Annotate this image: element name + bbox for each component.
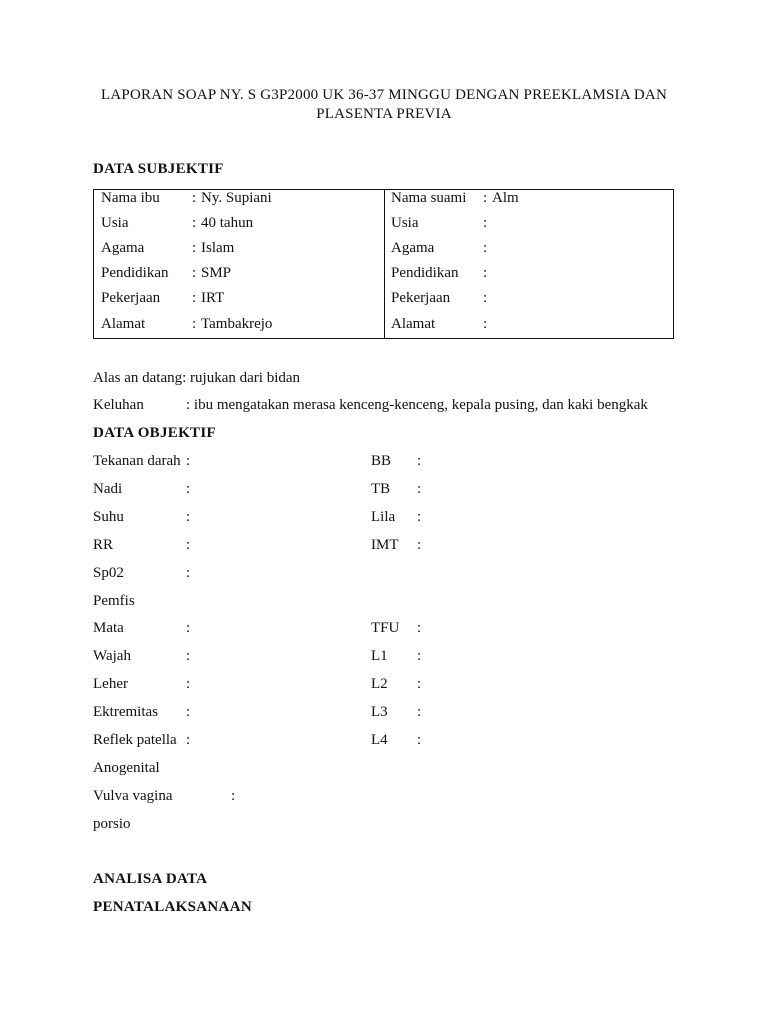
suami-value: Alm bbox=[492, 190, 519, 206]
suami-sep: : bbox=[483, 265, 488, 281]
exam-sep: : bbox=[417, 704, 422, 720]
analisa-data-heading: ANALISA DATA bbox=[93, 871, 208, 887]
exam-sep: : bbox=[186, 648, 191, 664]
suami-sep: : bbox=[483, 215, 488, 231]
ibu-sep: : bbox=[192, 190, 197, 206]
table-column-divider bbox=[384, 190, 385, 338]
ibu-label: Alamat bbox=[101, 316, 146, 332]
ibu-sep: : bbox=[192, 240, 197, 256]
suami-label: Usia bbox=[391, 215, 419, 231]
exam-sep: : bbox=[186, 732, 191, 748]
report-title bbox=[60, 86, 708, 124]
ibu-value: IRT bbox=[201, 290, 225, 306]
ibu-label: Pendidikan bbox=[101, 265, 169, 281]
exam-label: L2 bbox=[371, 676, 388, 692]
ibu-value: Islam bbox=[201, 240, 235, 256]
vital-sep: : bbox=[186, 565, 191, 581]
suami-label: Alamat bbox=[391, 316, 436, 332]
ibu-value: 40 tahun bbox=[201, 215, 254, 231]
ibu-label: Usia bbox=[101, 215, 129, 231]
exam-label: L1 bbox=[371, 648, 388, 664]
vital-sep: : bbox=[186, 481, 191, 497]
vital-label: Tekanan darah bbox=[93, 453, 181, 469]
vital-sep: : bbox=[186, 537, 191, 553]
exam-label: L4 bbox=[371, 732, 388, 748]
vital-label: IMT bbox=[371, 537, 399, 553]
exam-label: Leher bbox=[93, 676, 128, 692]
report-title-line-1: LAPORAN SOAP NY. S G3P2000 UK 36-37 MINGGU DENGAN PREEKLAMSIA DAN bbox=[101, 87, 667, 103]
keluhan-value: : ibu mengatakan merasa kenceng-kenceng, kepala pusing, dan kaki bengkak bbox=[186, 397, 648, 413]
exam-label: Wajah bbox=[93, 648, 131, 664]
keluhan-label: Keluhan bbox=[93, 397, 144, 413]
vital-label: BB bbox=[371, 453, 392, 469]
vulva-vagina-label: Vulva vagina bbox=[93, 788, 173, 804]
exam-label: Reflek patella bbox=[93, 732, 177, 748]
suami-label: Nama suami bbox=[391, 190, 467, 206]
suami-sep: : bbox=[483, 240, 488, 256]
ibu-sep: : bbox=[192, 215, 197, 231]
ibu-value: SMP bbox=[201, 265, 232, 281]
exam-label: Ektremitas bbox=[93, 704, 158, 720]
suami-sep: : bbox=[483, 290, 488, 306]
vital-sep: : bbox=[417, 453, 422, 469]
identity-table bbox=[93, 189, 674, 339]
exam-sep: : bbox=[186, 704, 191, 720]
vital-label: Sp02 bbox=[93, 565, 124, 581]
vital-sep: : bbox=[417, 481, 422, 497]
anogenital-label: Anogenital bbox=[93, 760, 160, 776]
exam-label: Mata bbox=[93, 620, 124, 636]
vulva-vagina-sep: : bbox=[231, 788, 236, 804]
ibu-sep: : bbox=[192, 290, 197, 306]
exam-sep: : bbox=[417, 620, 422, 636]
vital-label: RR bbox=[93, 537, 114, 553]
suami-label: Pekerjaan bbox=[391, 290, 451, 306]
exam-sep: : bbox=[417, 732, 422, 748]
suami-label: Pendidikan bbox=[391, 265, 459, 281]
exam-label: L3 bbox=[371, 704, 388, 720]
exam-sep: : bbox=[186, 620, 191, 636]
exam-sep: : bbox=[186, 676, 191, 692]
suami-sep: : bbox=[483, 190, 488, 206]
report-title-line-2: PLASENTA PREVIA bbox=[316, 106, 452, 122]
vital-sep: : bbox=[186, 453, 191, 469]
exam-sep: : bbox=[417, 648, 422, 664]
alasan-datang-text: Alas an datang: rujukan dari bidan bbox=[93, 370, 301, 386]
ibu-label: Agama bbox=[101, 240, 145, 256]
ibu-sep: : bbox=[192, 316, 197, 332]
exam-sep: : bbox=[417, 676, 422, 692]
ibu-label: Nama ibu bbox=[101, 190, 160, 206]
ibu-label: Pekerjaan bbox=[101, 290, 161, 306]
vital-label: Lila bbox=[371, 509, 396, 525]
penatalaksanaan-heading: PENATALAKSANAAN bbox=[93, 899, 252, 915]
ibu-sep: : bbox=[192, 265, 197, 281]
exam-label: TFU bbox=[371, 620, 400, 636]
porsio-label: porsio bbox=[93, 816, 131, 832]
vital-label: Nadi bbox=[93, 481, 123, 497]
ibu-value: Tambakrejo bbox=[201, 316, 273, 332]
ibu-value: Ny. Supiani bbox=[201, 190, 272, 206]
suami-sep: : bbox=[483, 316, 488, 332]
suami-label: Agama bbox=[391, 240, 435, 256]
pemfis-label: Pemfis bbox=[93, 593, 135, 609]
data-subjektif-heading: DATA SUBJEKTIF bbox=[93, 161, 224, 177]
data-objektif-heading: DATA OBJEKTIF bbox=[93, 425, 216, 441]
vital-sep: : bbox=[417, 537, 422, 553]
vital-label: TB bbox=[371, 481, 391, 497]
vital-sep: : bbox=[417, 509, 422, 525]
vital-sep: : bbox=[186, 509, 191, 525]
vital-label: Suhu bbox=[93, 509, 124, 525]
